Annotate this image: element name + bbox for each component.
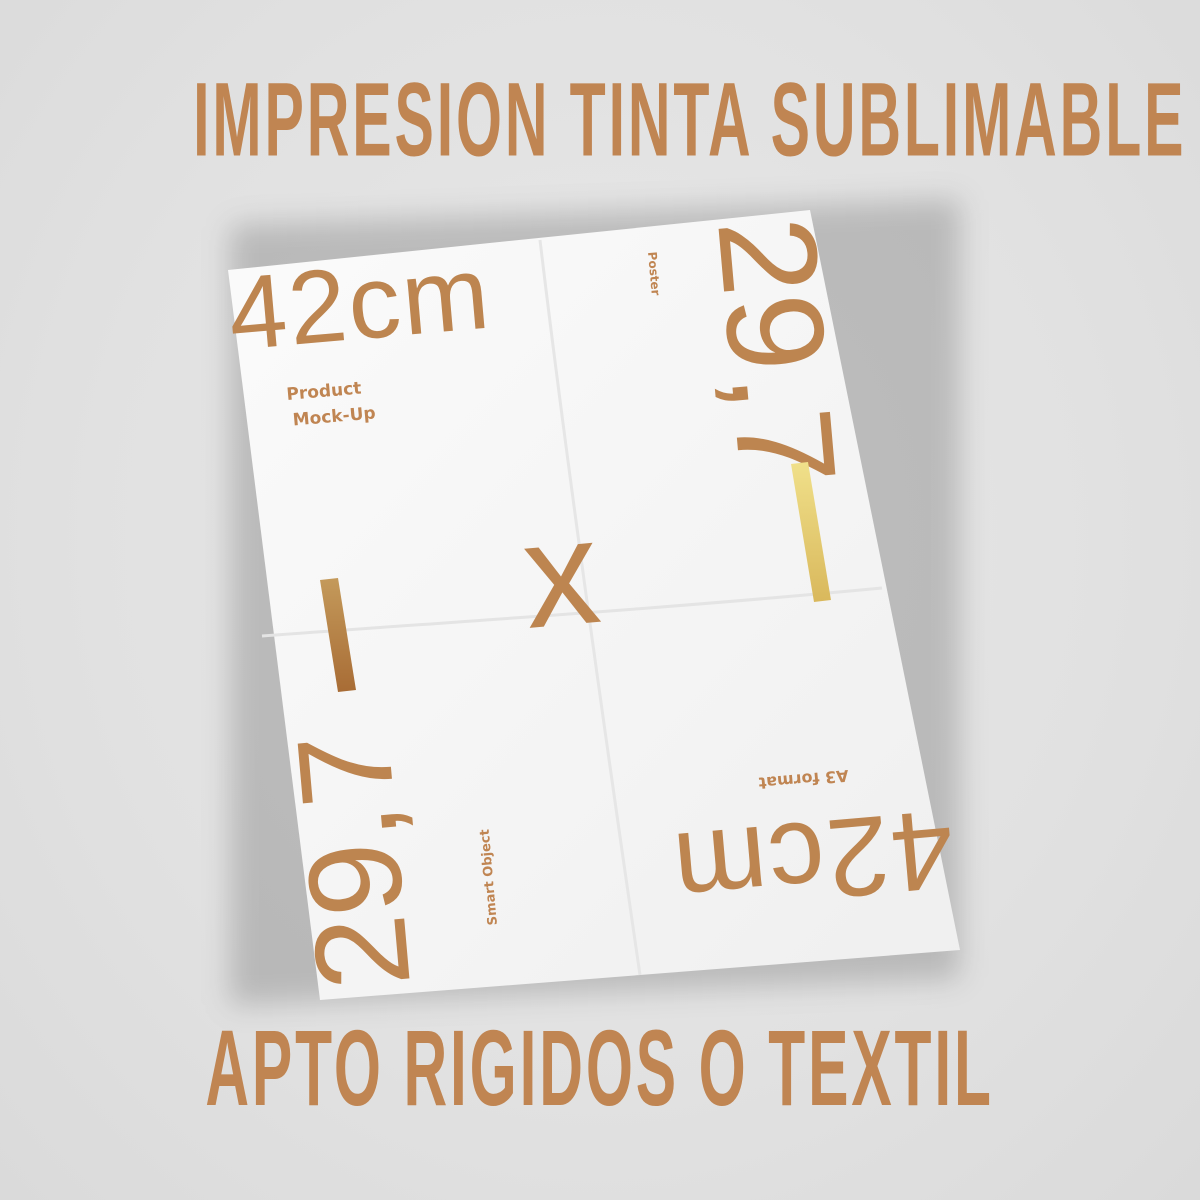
headline-bottom-text: APTO RIGIDOS O TEXTIL — [205, 1007, 995, 1129]
size-height-bottom: 29,7 — [269, 726, 438, 996]
size-width-top: 42cm — [223, 234, 496, 373]
size-height-top: 29,7 — [688, 211, 865, 493]
label-format: A3 format — [757, 766, 850, 793]
label-poster: Poster — [645, 251, 663, 297]
times-symbol: x — [516, 485, 606, 660]
size-width-bottom: 42cm — [667, 786, 959, 936]
headline-bottom — [0, 1007, 1200, 1129]
headline-top-text: IMPRESION TINTA SUBLIMABLE — [193, 62, 1187, 179]
label-mockup: Mock-Up — [291, 403, 377, 431]
label-product: Product — [285, 378, 363, 405]
label-smart-object: Smart Object — [477, 828, 501, 926]
